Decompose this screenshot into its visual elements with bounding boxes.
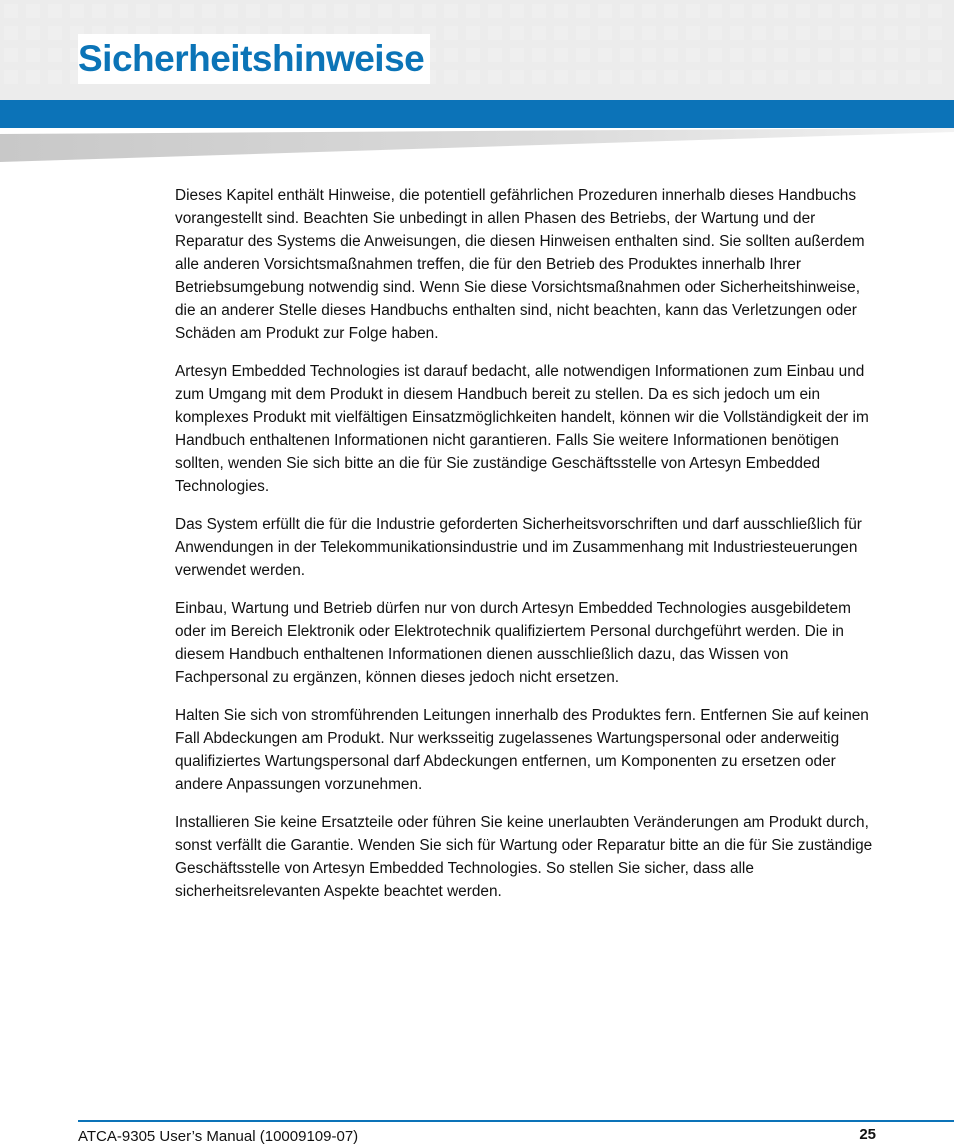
pattern-square — [840, 26, 854, 40]
pattern-square — [26, 70, 40, 84]
paragraph: Dieses Kapitel enthält Hinweise, die potentiell gefährlichen Prozeduren innerhalb dieses Handbuchs vorangestellt sind. Beachten Sie unbedingt in allen Phasen des Betriebs, der Wartung und der Reparatur des Systems die Anweisungen, die diesen Hinweisen enthalten sind. Sie sollten außerdem alle anderen Vorsichtsmaßnahmen treffen, die für den Betrieb des Produktes innerhalb Ihrer Betriebsumgebung notwendig sind. Wenn Sie diese Vorsichtsmaßnahmen oder Sicherheitshinweise, die an anderer Stelle dieses Handbuchs enthalten sind, nicht beachten, kann das Verletzungen oder Schäden am Produkt zur Folge haben. — [175, 187, 865, 342]
pattern-square — [664, 70, 678, 84]
pattern-square — [906, 4, 920, 18]
pattern-square — [554, 48, 568, 62]
pattern-square — [510, 26, 524, 40]
paragraph: Artesyn Embedded Technologies ist darauf bedacht, alle notwendigen Informationen zum Einbau und zum Umgang mit dem Produkt in diesem Handbuch bereit zu stellen. Da es sich jedoch um ein komplexes Produkt mit vielfältigen Einsatzmöglichkeiten handelt, können wir die Vollständigkeit der im Handbuch enthaltenen Informationen nicht garantieren. Falls Sie weitere Informationen benötigen sollten, wenden Sie sich bitte an die für Sie zuständige Geschäftsstelle von Artesyn Embedded Technologies. — [175, 363, 869, 495]
pattern-square — [642, 70, 656, 84]
pattern-square — [290, 4, 304, 18]
page-title: Sicherheitshinweise — [78, 34, 430, 84]
pattern-square — [378, 4, 392, 18]
pattern-square — [598, 48, 612, 62]
pattern-square — [862, 48, 876, 62]
pattern-square — [620, 48, 634, 62]
pattern-square — [840, 70, 854, 84]
pattern-square — [532, 26, 546, 40]
pattern-square — [818, 26, 832, 40]
pattern-square — [532, 48, 546, 62]
pattern-square — [818, 70, 832, 84]
pattern-square — [686, 4, 700, 18]
pattern-square — [576, 26, 590, 40]
pattern-square — [554, 4, 568, 18]
pattern-square — [840, 4, 854, 18]
pattern-square — [4, 4, 18, 18]
pattern-square — [510, 4, 524, 18]
pattern-square — [356, 4, 370, 18]
pattern-square — [664, 26, 678, 40]
pattern-square — [928, 4, 942, 18]
pattern-square — [598, 26, 612, 40]
pattern-square — [774, 4, 788, 18]
pattern-square — [752, 48, 766, 62]
pattern-square — [796, 26, 810, 40]
pattern-square — [620, 26, 634, 40]
pattern-square — [488, 70, 502, 84]
pattern-square — [466, 70, 480, 84]
pattern-square — [686, 26, 700, 40]
pattern-square — [114, 4, 128, 18]
pattern-square — [26, 48, 40, 62]
pattern-square — [642, 26, 656, 40]
pattern-square — [4, 26, 18, 40]
pattern-square — [752, 4, 766, 18]
pattern-square — [818, 4, 832, 18]
pattern-square — [884, 70, 898, 84]
paragraph: Halten Sie sich von stromführenden Leitungen innerhalb des Produktes fern. Entfernen Sie auf keinen Fall Abdeckungen am Produkt. Nur werksseitig zugelassenes Wartungspersonal oder anderweitig qualifiziertes Wartungspersonal darf Abdeckungen entfernen, um Komponenten zu ersetzen oder andere Anpassungen vorzunehmen. — [175, 707, 869, 793]
pattern-square — [180, 4, 194, 18]
pattern-square — [730, 4, 744, 18]
pattern-square — [620, 70, 634, 84]
pattern-square — [664, 48, 678, 62]
pattern-square — [48, 48, 62, 62]
pattern-square — [774, 26, 788, 40]
pattern-square — [620, 4, 634, 18]
pattern-square — [26, 26, 40, 40]
header-blue-band — [0, 100, 954, 128]
pattern-square — [928, 26, 942, 40]
pattern-square — [92, 4, 106, 18]
pattern-square — [70, 4, 84, 18]
pattern-square — [532, 70, 546, 84]
pattern-square — [708, 26, 722, 40]
pattern-square — [576, 48, 590, 62]
pattern-square — [246, 4, 260, 18]
paragraph: Das System erfüllt die für die Industrie geforderten Sicherheitsvorschriften und darf ausschließlich für Anwendungen in der Telekommunikationsindustrie und im Zusammenhang mit Industriesteuerungen verwendet werden. — [175, 516, 862, 579]
pattern-square — [752, 26, 766, 40]
pattern-square — [444, 70, 458, 84]
pattern-square — [598, 4, 612, 18]
pattern-square — [510, 48, 524, 62]
pattern-square — [906, 70, 920, 84]
pattern-square — [576, 4, 590, 18]
pattern-square — [400, 4, 414, 18]
pattern-square — [48, 26, 62, 40]
paragraph: Einbau, Wartung und Betrieb dürfen nur von durch Artesyn Embedded Technologies ausgebildetem oder im Bereich Elektronik oder Elektrotechnik qualifiziertem Personal durchgeführt werden. Die in diesem Handbuch enthaltenen Informationen dienen ausschließlich dazu, das Wissen von Fachpersonal zu ergänzen, können dieses jedoch nicht ersetzen. — [175, 600, 851, 686]
pattern-square — [488, 4, 502, 18]
pattern-square — [224, 4, 238, 18]
pattern-square — [708, 70, 722, 84]
pattern-square — [862, 4, 876, 18]
page-number: 25 — [859, 1126, 876, 1143]
pattern-square — [466, 48, 480, 62]
pattern-square — [730, 26, 744, 40]
pattern-square — [466, 4, 480, 18]
pattern-square — [598, 70, 612, 84]
pattern-square — [554, 26, 568, 40]
pattern-square — [664, 4, 678, 18]
pattern-square — [708, 48, 722, 62]
pattern-square — [4, 48, 18, 62]
pattern-square — [488, 48, 502, 62]
pattern-square — [312, 4, 326, 18]
pattern-square — [840, 48, 854, 62]
pattern-square — [202, 4, 216, 18]
pattern-square — [642, 4, 656, 18]
pattern-square — [818, 48, 832, 62]
pattern-square — [730, 48, 744, 62]
pattern-square — [48, 70, 62, 84]
pattern-square — [48, 4, 62, 18]
pattern-square — [488, 26, 502, 40]
pattern-square — [730, 70, 744, 84]
pattern-square — [4, 70, 18, 84]
pattern-square — [158, 4, 172, 18]
pattern-square — [796, 70, 810, 84]
pattern-square — [642, 48, 656, 62]
footer-rule — [78, 1120, 954, 1122]
pattern-square — [752, 70, 766, 84]
pattern-square — [532, 4, 546, 18]
footer-manual-title: ATCA-9305 User’s Manual (10009109-07) — [78, 1128, 359, 1145]
main-content — [175, 184, 880, 918]
pattern-square — [884, 48, 898, 62]
pattern-square — [774, 70, 788, 84]
pattern-square — [774, 48, 788, 62]
pattern-square — [554, 70, 568, 84]
pattern-square — [334, 4, 348, 18]
pattern-square — [576, 70, 590, 84]
pattern-square — [906, 48, 920, 62]
pattern-square — [708, 4, 722, 18]
pattern-square — [906, 26, 920, 40]
pattern-square — [444, 48, 458, 62]
pattern-square — [136, 4, 150, 18]
pattern-square — [444, 4, 458, 18]
pattern-square — [796, 4, 810, 18]
paragraph: Installieren Sie keine Ersatzteile oder führen Sie keine unerlaubten Veränderungen am Produkt durch, sonst verfällt die Garantie. Wenden Sie sich für Wartung oder Reparatur bitte an die für Sie zuständige Geschäftsstelle von Artesyn Embedded Technologies. So stellen Sie sicher, dass alle sicherheitsrelevanten Aspekte beachtet werden. — [175, 814, 873, 900]
pattern-square — [444, 26, 458, 40]
header-gray-band — [0, 128, 954, 164]
pattern-square — [884, 26, 898, 40]
pattern-square — [268, 4, 282, 18]
pattern-square — [686, 70, 700, 84]
pattern-square — [510, 70, 524, 84]
pattern-square — [884, 4, 898, 18]
pattern-square — [796, 48, 810, 62]
pattern-square — [862, 70, 876, 84]
pattern-square — [862, 26, 876, 40]
pattern-square — [422, 4, 436, 18]
pattern-square — [928, 48, 942, 62]
pattern-square — [26, 4, 40, 18]
pattern-square — [686, 48, 700, 62]
pattern-square — [928, 70, 942, 84]
pattern-square — [466, 26, 480, 40]
